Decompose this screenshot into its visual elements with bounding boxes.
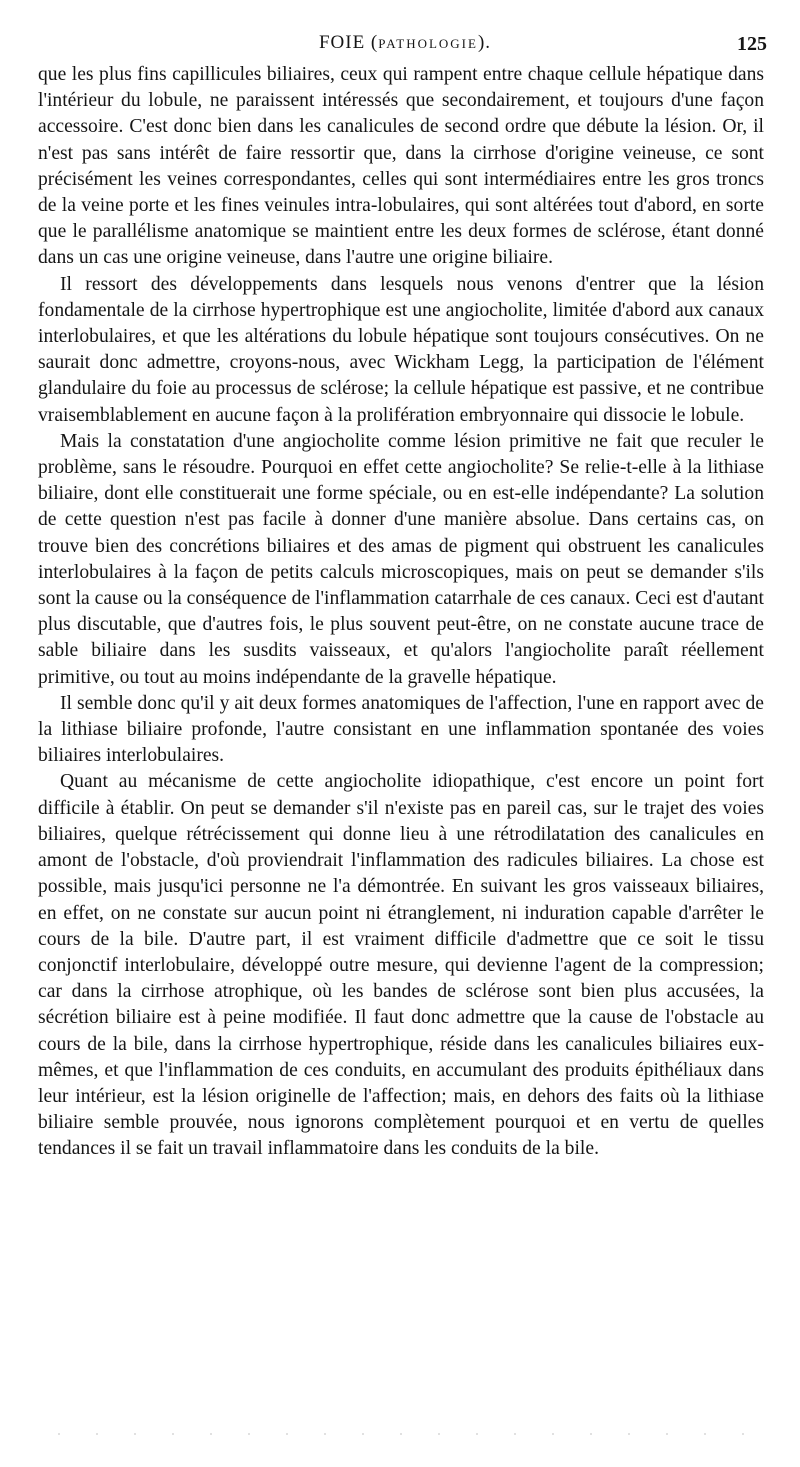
body-text — [38, 62, 764, 1163]
page-number: 125 — [737, 33, 767, 55]
running-head-title: FOIE ( — [318, 32, 379, 53]
running-head-subtitle: PATHOLOGIE — [378, 36, 478, 51]
paragraph-4: Il semble donc qu'il y ait deux formes anatomiques de l'affection, l'une en rapport avec de la lithiase biliaire profonde, l'autre consistant en une inflammation spontanée des voies biliaires interlobulaires. — [38, 692, 764, 767]
page-header — [40, 30, 770, 60]
running-head — [40, 32, 770, 54]
paragraph-5: Quant au mécanisme de cette angiocholite idiopathique, c'est encore un point fort difficile à établir. On peut se demander s'il n'existe pas en pareil cas, sur le trajet des voies biliaires, quelque rétrécissement qui donne lieu à une rétrodilatation des canalicules en amont de l'obstacle, d'où proviendrait l'inflammation des radicules biliaires. La chose est possible, mais jusqu'ici personne ne l'a démontrée. En suivant les gros vaisseaux biliaires, en effet, on ne constate sur aucun point ni étranglement, ni induration capable d'arrêter le cours de la bile. D'autre part, il est vraiment difficile d'admettre que ce soit le tissu conjonctif interlobulaire, développé outre mesure, qui devienne l'agent de la compression; car dans la cirrhose atrophique, où les bandes de sclérose sont bien plus accusées, la sécrétion biliaire est à peine modifiée. Il faut donc admettre que la cause de l'obstacle au cours de la bile, dans la cirrhose hypertrophique, réside dans les canalicules biliaires eux-mêmes, et que l'inflammation de ces conduits, en accumulant des produits épithéliaux dans leur intérieur, est la lésion originelle de l'affection; mais, en dehors des faits où la lithiase biliaire semble prouvée, nous ignorons complètement pourquoi et en vertu de quelles tendances il se fait un travail inflammatoire dans les conduits de la bile. — [38, 771, 764, 1160]
running-head-close: ). — [477, 32, 492, 53]
paragraph-1: que les plus fins capillicules biliaires, ceux qui rampent entre chaque cellule hépatique dans l'intérieur du lobule, ne paraissent intéressés que secondairement, et toujours d'une façon accessoire. C'est donc bien dans les canalicules de second ordre que débute la lésion. Or, il n'est pas sans intérêt de faire ressortir que, dans la cirrhose d'origine veineuse, ce sont précisément les veines correspondantes, celles qui sont intermédiaires entre les gros troncs de la veine porte et les fines veinules intra-lobulaires, qui sont altérées tout d'abord, en sorte que le parallélisme anatomique se maintient entre les deux formes de sclérose, étant donné dans un cas une origine veineuse, dans l'autre une origine biliaire. — [38, 64, 764, 269]
paragraph-3: Mais la constatation d'une angiocholite comme lésion primitive ne fait que reculer le problème, sans le résoudre. Pourquoi en effet cette angiocholite? Se relie-t-elle à la lithiase biliaire, dont elle constituerait une forme spéciale, ou en est-elle indépendante? La solution de cette question n'est pas facile à donner d'une manière absolue. Dans certains cas, on trouve bien des concrétions biliaires et des amas de pigment qui obstruent les canalicules interlobulaires à la façon de petits calculs microscopiques, mais on peut se demander s'ils sont la cause ou la conséquence de l'inflammation catarrhale de ces canaux. Ceci est d'autant plus discutable, que d'autres fois, le plus souvent peut-être, on ne constate aucune trace de sable biliaire dans les susdits vaisseaux, et qu'alors l'angiocholite paraît réellement primitive, ou tout au moins indépendante de la gravelle hépatique. — [38, 430, 764, 688]
scan-artifact — [40, 1428, 760, 1440]
paragraph-2: Il ressort des développements dans lesquels nous venons d'entrer que la lésion fondamentale de la cirrhose hypertrophique est une angiocholite, limitée d'abord aux canaux interlobulaires, et que les altérations du lobule hépatique sont toujours consécutives. On ne saurait donc admettre, croyons-nous, avec Wickham Legg, la participation de l'élément glandulaire du foie au processus de sclérose; la cellule hépatique est passive, et ne contribue vraisemblablement en aucune façon à la prolifération embryonnaire qui dissocie le lobule. — [38, 273, 764, 426]
